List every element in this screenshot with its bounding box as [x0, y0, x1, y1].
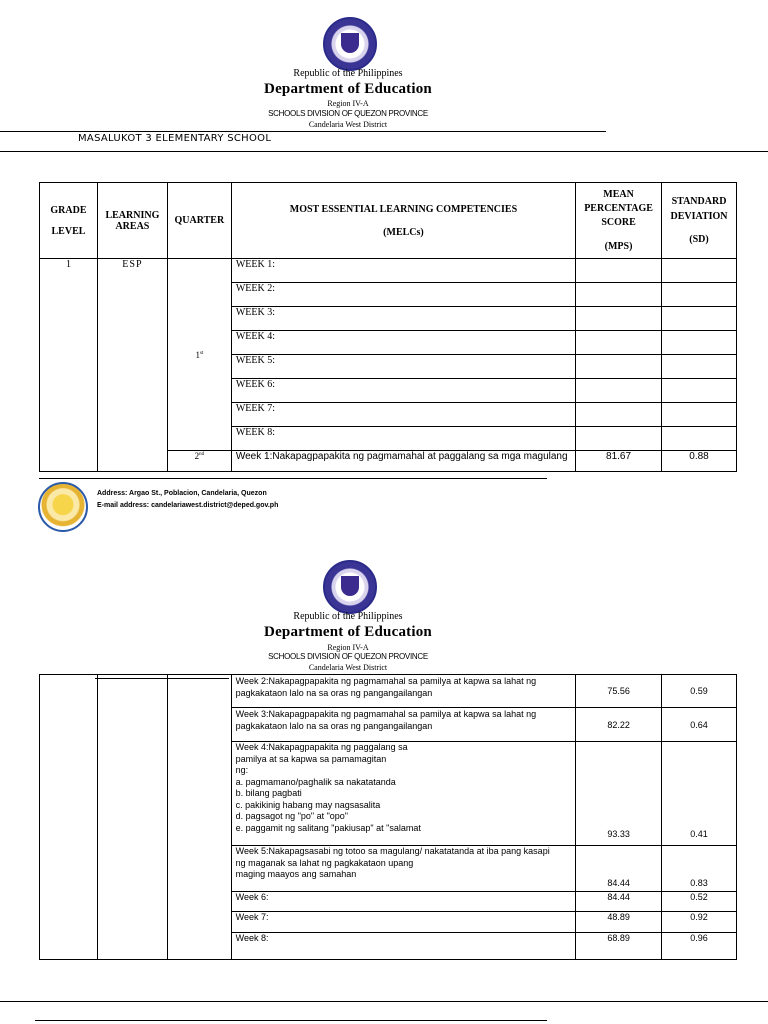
sd-value: 0.59: [662, 675, 737, 708]
sd-header: STANDARD DEVIATION (SD): [662, 183, 737, 259]
melc-text: Week 7:: [231, 912, 576, 933]
melc-table-continued: [39, 674, 737, 960]
grade-cell: 1: [40, 259, 98, 472]
week-row: WEEK 5:: [231, 355, 575, 379]
sd-value: 0.64: [662, 708, 737, 742]
mps-header: MEAN PERCENTAGE SCORE (MPS): [576, 183, 662, 259]
header-rule: [0, 131, 606, 132]
week-row: WEEK 6:: [231, 379, 575, 403]
division-label: SCHOOLS DIVISION OF QUEZON PROVINCE: [268, 109, 428, 118]
sd-value: 0.52: [662, 892, 737, 912]
deped-seal-icon: [323, 17, 377, 71]
mps-value: 93.33: [576, 742, 662, 846]
melc-text: Week 5:Nakapagsasabi ng totoo sa magulang/ nakatatanda at iba pang kasapi ng maganak sa lahat ng pagkakataon upang maging maayos ang samahan: [231, 846, 576, 892]
week-row: WEEK 8:: [231, 427, 575, 451]
republic-label: Republic of the Philippines: [293, 68, 403, 79]
continued-rule: [95, 678, 229, 679]
week-row: WEEK 4:: [231, 331, 575, 355]
sd-value: 0.96: [662, 933, 737, 960]
week-row: WEEK 2:: [231, 283, 575, 307]
melc-text: Week 2:Nakapagpapakita ng pagmamahal sa pamilya at kapwa sa lahat ng pagkakataon lalo na sa oras ng pangangailangan: [231, 675, 576, 708]
grade-cell-continued: [40, 675, 98, 960]
week-row: WEEK 3:: [231, 307, 575, 331]
district-logo-icon: [38, 482, 88, 532]
melc-text: Week 6:: [231, 892, 576, 912]
school-name: MASALUKOT 3 ELEMENTARY SCHOOL: [78, 133, 272, 144]
q2-week1-text: Week 1:Nakapagpapakita ng pagmamahal at paggalang sa mga magulang: [231, 451, 575, 472]
mps-value: 68.89: [576, 933, 662, 960]
learning-areas-header: LEARNING AREAS: [97, 183, 167, 259]
republic-label: Republic of the Philippines: [293, 611, 403, 622]
quarter-cell-continued: [167, 675, 231, 960]
bottom-rule-2: [35, 1020, 547, 1021]
district-label: Candelaria West District: [308, 120, 388, 129]
division-label: SCHOOLS DIVISION OF QUEZON PROVINCE: [268, 652, 428, 661]
sd-value: 0.41: [662, 742, 737, 846]
mps-value: 75.56: [576, 675, 662, 708]
region-label: Region IV-A: [327, 643, 369, 652]
district-label: Candelaria West District: [308, 663, 388, 672]
week-row: WEEK 1:: [231, 259, 575, 283]
week-row: WEEK 7:: [231, 403, 575, 427]
mps-value: 84.44: [576, 892, 662, 912]
area-cell-continued: [97, 675, 167, 960]
department-title: Department of Education: [264, 624, 432, 640]
footer-email: E-mail address: candelariawest.district@deped.gov.ph: [97, 502, 279, 509]
sd-value: 0.92: [662, 912, 737, 933]
quarter-header: QUARTER: [167, 183, 231, 259]
footer-rule: [39, 478, 547, 479]
quarter-2-cell: 2nd: [167, 451, 231, 472]
melc-text: Week 4:Nakapagpapakita ng paggalang sa pamilya at sa kapwa sa pamamagitan ng: a. pagmamano/paghalik sa nakatatanda b. bilang pagbati c. pakikinig habang may nagsasalita d. pagsagot ng "po" at "opo" e. paggamit ng salitang "pakiusap" at "salamat: [231, 742, 576, 846]
mps-value: 82.22: [576, 708, 662, 742]
footer-address: Address: Argao St., Poblacion, Candelaria, Quezon: [97, 490, 267, 497]
region-label: Region IV-A: [327, 99, 369, 108]
q2-week1-mps: 81.67: [576, 451, 662, 472]
area-cell: ESP: [97, 259, 167, 472]
melc-text: Week 8:: [231, 933, 576, 960]
melc-text: Week 3:Nakapagpapakita ng pagmamahal sa pamilya at kapwa sa lahat ng pagkakataon lalo na sa oras ng pangangailangan: [231, 708, 576, 742]
mps-value: 48.89: [576, 912, 662, 933]
mps-value: 84.44: [576, 846, 662, 892]
melcs-header: MOST ESSENTIAL LEARNING COMPETENCIES (MELCs): [231, 183, 575, 259]
deped-seal-icon: [323, 560, 377, 614]
school-rule: [0, 151, 768, 152]
grade-level-header: GRADE LEVEL: [40, 183, 98, 259]
bottom-rule: [0, 1001, 768, 1002]
q2-week1-sd: 0.88: [662, 451, 737, 472]
department-title: Department of Education: [264, 81, 432, 97]
quarter-1-cell: 1st: [167, 259, 231, 451]
sd-value: 0.83: [662, 846, 737, 892]
melc-table: [39, 182, 737, 472]
